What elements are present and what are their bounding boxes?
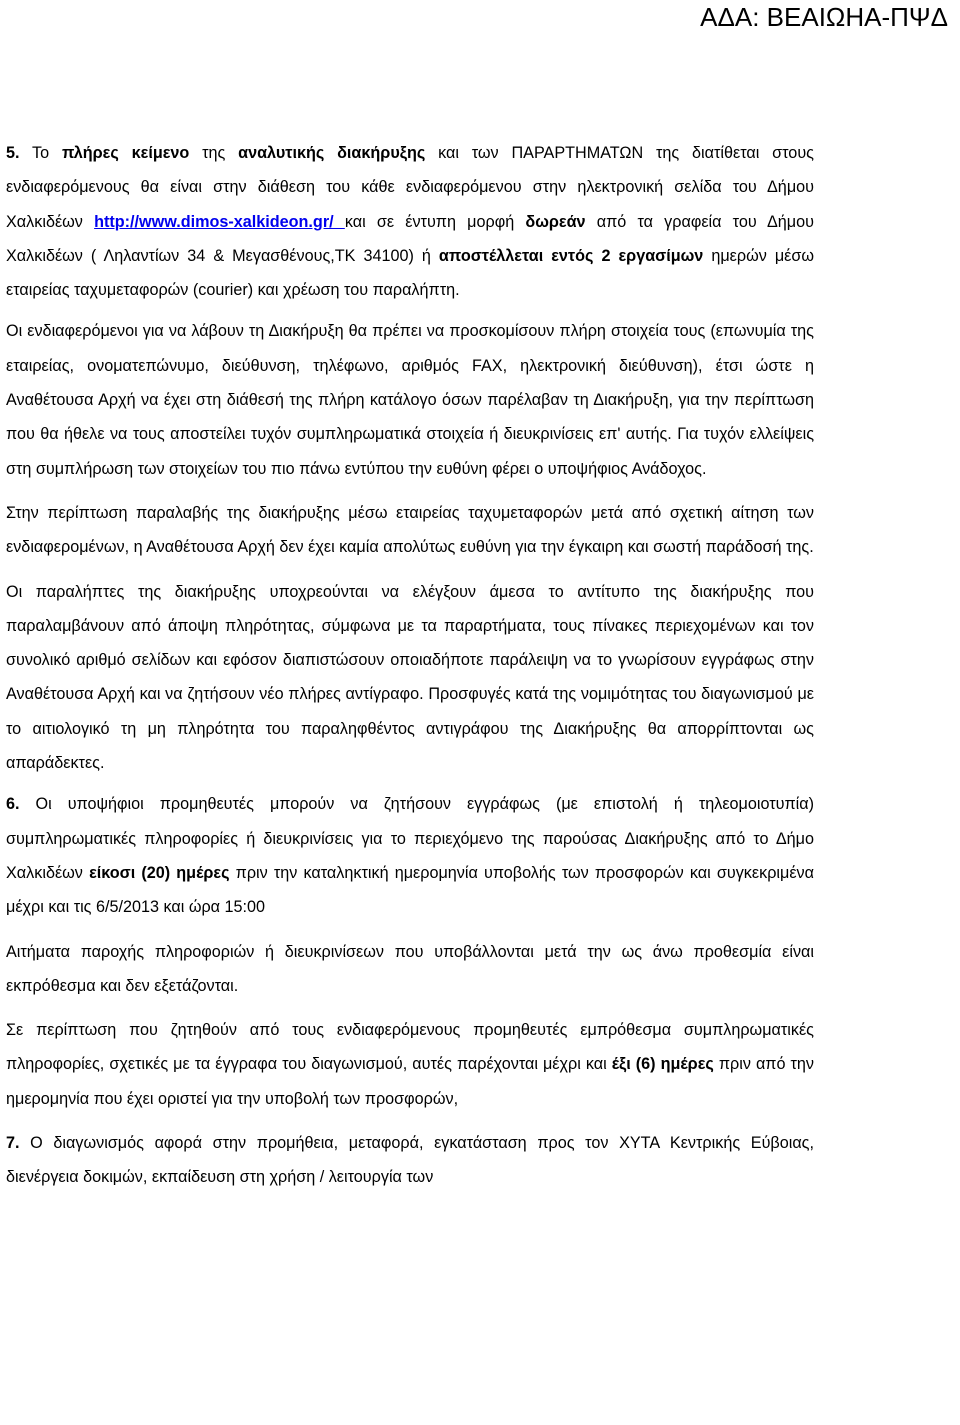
- section-number: 6.: [6, 795, 20, 814]
- paragraph-section-6: [6, 787, 814, 924]
- document-body: [6, 136, 814, 1205]
- text-run: πριν από την ημερομηνία που έχει οριστεί για την υποβολή των προσφορών,: [6, 1055, 814, 1108]
- text-run: από τα γραφεία του Δήμου Χαλκιδέων ( Ληλαντίων 34 & Μεγασθένους,ΤΚ 34100) ή: [6, 212, 814, 265]
- bold-text: πλήρες κείμενο: [61, 144, 190, 162]
- text-run: Το: [19, 144, 62, 162]
- section-number: 7.: [6, 1134, 20, 1153]
- bold-text: αναλυτικής διακήρυξης: [238, 144, 426, 162]
- text-run: Σε περίπτωση που ζητηθούν από τους ενδιαφερόμενους προμηθευτές εμπρόθεσμα συμπληρωματικές πληροφορίες, σχετικές με τα έγγραφα του διαγωνισμού, αυτές παρέχονται μέχρι και: [6, 1021, 814, 1074]
- text-run: Ο διαγωνισμός αφορά στην προμήθεια, μεταφορά, εγκατάσταση προς τον ΧΥΤΑ Κεντρικής Εύβοιας, διενέργεια δοκιμών, εκπαίδευση στη χρήση / λειτουργία των: [6, 1134, 814, 1187]
- paragraph-courier-delivery: Στην περίπτωση παραλαβής της διακήρυξης μέσω εταιρείας ταχυμεταφορών μετά από σχετική αίτηση των ενδιαφερομένων, η Αναθέτουσα Αρχή δεν έχει καμία απολύτως ευθύνη για την έγκαιρη και σωστή παράδοσή της.: [6, 503, 814, 557]
- bold-text: έξι (6) ημέρες: [611, 1055, 714, 1074]
- ada-stamp: ΑΔΑ: ΒΕΑΙΩΗΑ-ΠΨΔ: [700, 2, 948, 32]
- text-run: και των ΠΑΡΑΡΤΗΜΑΤΩΝ της διατίθεται στους ενδιαφερόμενους θα είναι στην διάθεση του κάθε ενδιαφερόμενου στην ηλεκτρονική σελίδα του Δήμου Χαλκιδέων: [6, 144, 814, 231]
- paragraph-section-5: [6, 136, 814, 307]
- paragraph-late-requests: Αιτήματα παροχής πληροφοριών ή διευκρινίσεων που υποβάλλονται μετά την ως άνω προθεσμία είναι εκπρόθεσμα και δεν εξετάζονται.: [6, 942, 814, 995]
- text-run: πριν την καταληκτική ημερομηνία υποβολής των προσφορών και συγκεκριμένα μέχρι και τις 6/5/2013 και ώρα 15:00: [6, 863, 815, 917]
- text-run: ημερών μέσω εταιρείας ταχυμεταφορών (courier) και χρέωση του παραλήπτη.: [6, 246, 815, 300]
- paragraph-supplementary-info: [6, 1013, 814, 1116]
- paragraph-obtain-tender: Οι ενδιαφερόμενοι για να λάβουν τη Διακήρυξη θα πρέπει να προσκομίσουν πλήρη στοιχεία τους (επωνυμία της εταιρείας, ονοματεπώνυμο, διεύθυνση, τηλέφωνο, αριθμός FAX, ηλεκτρονική διεύθυνση), έτσι ώστε η Αναθέτουσα Αρχή να έχει στη διάθεσή της πλήρη κατάλογο όσων παρέλαβαν τη Διακήρυξη, για την περίπτωση που θα ήθελε να τους αποστείλει τυχόν συμπληρωματικά στοιχεία ή διευκρινίσεις επ' αυτής. Για τυχόν ελλείψεις στη συμπλήρωση των στοιχείων του πιο πάνω εντύπου την ευθύνη φέρει ο υποψήφιος Ανάδοχος.: [6, 322, 814, 478]
- bold-text: δωρεάν: [525, 212, 586, 231]
- bold-text: είκοσι (20) ημέρες: [89, 863, 230, 882]
- text-run: και σε έντυπη μορφή: [344, 212, 526, 231]
- section-number: 5.: [6, 144, 20, 162]
- paragraph-recipients-check: Οι παραλήπτες της διακήρυξης υποχρεούνται να ελέγξουν άμεσα το αντίτυπο της διακήρυξης που παραλαμβάνουν από άποψη πληρότητας, σύμφωνα με τα παραρτήματα, τους πίνακες περιεχομένων και τον συνολικό αριθμό σελίδων και εφόσον διαπιστώσουν οποιαδήποτε παράλειψη να το γνωρίσουν εγγράφως στην Αναθέτουσα Αρχή και να ζητήσουν νέο πλήρες αντίγραφο. Προσφυγές κατά της νομιμότητας του διαγωνισμού με το αιτιολογικό τη μη πληρότητα του παραληφθέντος αντιγράφου της Διακήρυξης θα απορρίπτονται ως απαράδεκτες.: [6, 582, 814, 773]
- text-run: Οι υποψήφιοι προμηθευτές μπορούν να ζητήσουν εγγράφως (με επιστολή ή τηλεομοιοτυπία) συμπληρωματικές πληροφορίες ή διευκρινίσεις για το περιεχόμενο της παρούσας Διακήρυξης από το Δήμο Χαλκιδέων: [6, 795, 814, 882]
- bold-text: αποστέλλεται εντός 2 εργασίμων: [438, 246, 704, 265]
- text-run: της: [189, 144, 239, 162]
- municipality-website-link[interactable]: http://www.dimos-xalkideon.gr/: [94, 212, 345, 231]
- paragraph-section-7: [6, 1126, 814, 1195]
